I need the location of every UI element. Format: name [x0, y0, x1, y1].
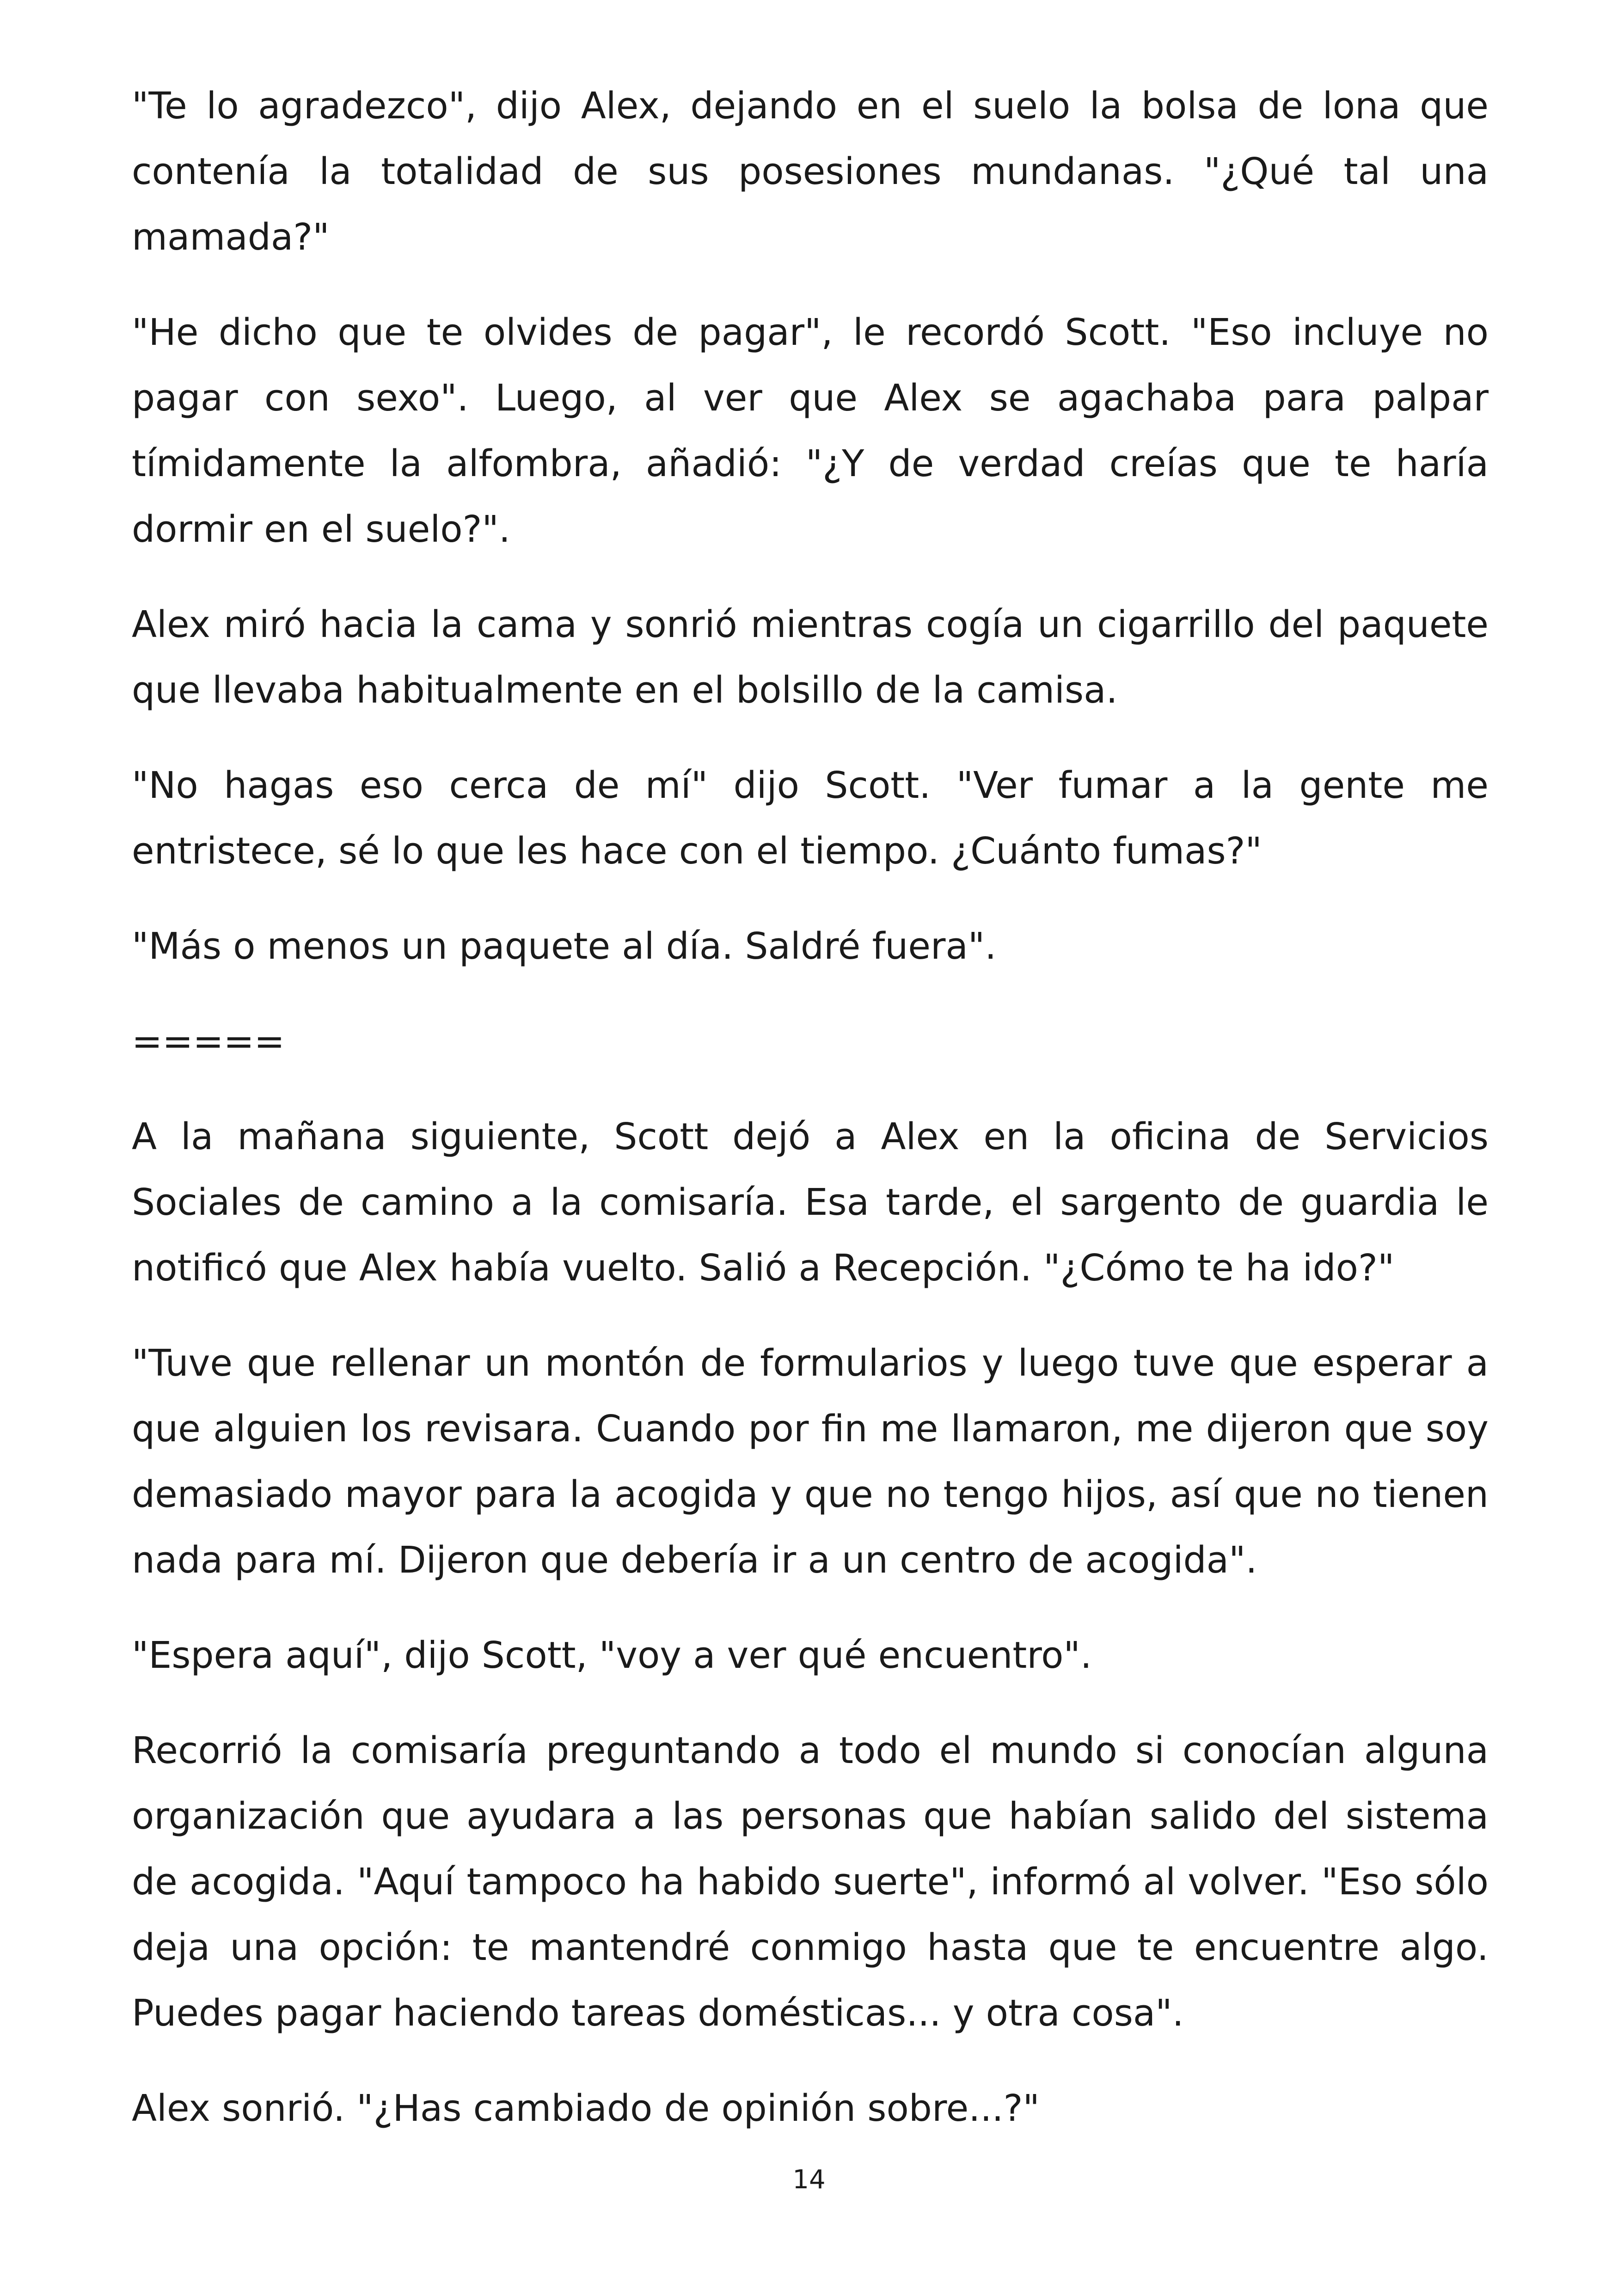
paragraph: Recorrió la comisaría preguntando a todo el mundo si conocían alguna organización que ayudara a las personas que habían salido del sistema de acogida. "Aquí tampoco ha habido suerte", informó al volver. "Eso sólo deja una opción: te mantendré conmigo hasta que te encuentre algo. Puedes pagar haciendo tareas domésticas... y otra cosa". [132, 1729, 1489, 2034]
body-text [132, 73, 1489, 2171]
paragraph: "No hagas eso cerca de mí" dijo Scott. "Ver fumar a la gente me entristece, sé lo que les hace con el tiempo. ¿Cuánto fumas?" [132, 764, 1489, 872]
paragraph: Alex sonrió. "¿Has cambiado de opinión sobre...?" [132, 2087, 1040, 2130]
page-number: 14 [792, 2165, 826, 2195]
scene-break: ===== [132, 1020, 285, 1063]
paragraph: "Espera aquí", dijo Scott, "voy a ver qué encuentro". [132, 1634, 1092, 1677]
paragraph: "Tuve que rellenar un montón de formularios y luego tuve que esperar a que alguien los revisara. Cuando por fin me llamaron, me dijeron que soy demasiado mayor para la acogida y que no tengo hijos, así que no tienen nada para mí. Dijeron que debería ir a un centro de acogida". [132, 1342, 1489, 1581]
paragraph: "Te lo agradezco", dijo Alex, dejando en el suelo la bolsa de lona que contenía la totalidad de sus posesiones mundanas. "¿Qué tal una mamada?" [132, 85, 1489, 258]
paragraph: A la mañana siguiente, Scott dejó a Alex en la oficina de Servicios Sociales de camino a la comisaría. Esa tarde, el sargento de guardia le notificó que Alex había vuelto. Salió a Recepción. "¿Cómo te ha ido?" [132, 1115, 1489, 1289]
paragraph: "He dicho que te olvides de pagar", le recordó Scott. "Eso incluye no pagar con sexo". Luego, al ver que Alex se agachaba para palpar tímidamente la alfombra, añadió: "¿Y de verdad creías que te haría dormir en el suelo?". [132, 311, 1489, 551]
paragraph: Alex miró hacia la cama y sonrió mientras cogía un cigarrillo del paquete que llevaba habitualmente en el bolsillo de la camisa. [132, 603, 1489, 711]
paragraph: "Más o menos un paquete al día. Saldré fuera". [132, 925, 997, 967]
